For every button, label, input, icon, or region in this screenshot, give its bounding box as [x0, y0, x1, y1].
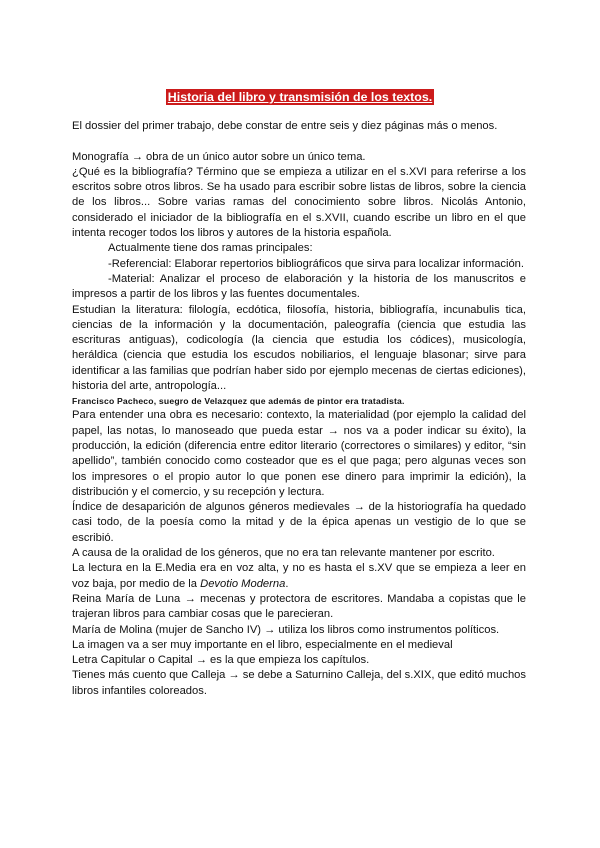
paragraph-ramas: Actualmente tiene dos ramas principales:: [108, 242, 313, 255]
paragraph-oralidad: A causa de la oralidad de los géneros, que no era tan relevante mantener por escrito.: [72, 547, 495, 560]
paragraph-maria-luna: Reina María de Luna → mecenas y protectora de escritores. Mandaba a copistas que le trajeran libros para cambiar cosas que le parecieran.: [72, 592, 526, 621]
devotio-moderna-text: Devotio Moderna: [200, 577, 286, 590]
document-title: Historia del libro y transmisión de los textos.: [167, 90, 433, 104]
paragraph-estudian: Estudian la literatura: filología, ecdótica, filosofía, historia, bibliografía, incunabulis tica, ciencias de la información y la documentación, paleografía (ciencia que estudia las escrituras antiguas), codicología (la ciencia que estudia los códices), musicología, heráldica (ciencia que estudia los escudos nobiliarios, el lenguaje blasonar; sirve para identificar a las familias que podrían haber sido por ejemplo mecenas de ciertas ediciones), historia del arte, antropología...: [72, 303, 526, 393]
paragraph-entender-obra: Para entender una obra es necesario: contexto, la materialidad (por ejemplo la calidad del papel, las notas, lo manoseado que pueda estar → nos va a poder indicar su éxito), la producción, la edición (diferencia entre editor literario (correctores o similares) y editor, “sin apellido”, también conocido como costeador que es el que paga; pero algunas veces son los impresores o el propio autor lo que ponen ese dinero para imprimir la edición), la distribución y el comercio, y su recepción y lectura.: [72, 409, 526, 498]
paragraph-lectura: [72, 561, 526, 592]
paragraph-referencial: -Referencial: Elaborar repertorios bibliográficos que sirva para localizar información.: [108, 257, 524, 270]
paragraph-imagen: La imagen va a ser muy importante en el libro, especialmente en el medieval: [72, 638, 453, 651]
lectura-text: La lectura en la E.Media era en voz alta, y no es hasta el s.XV que se empieza a leer en voz baja, por medio de la: [72, 562, 526, 590]
paragraph-pacheco: Francisco Pacheco, suegro de Velazquez que además de pintor era tratadista.: [72, 396, 405, 407]
paragraph-monografia: Monografía → obra de un único autor sobre un único tema.: [72, 150, 366, 163]
paragraph-bibliografia: ¿Qué es la bibliografía? Término que se empieza a utilizar en el s.XVI para referirse a los escritos sobre otros libros. Se ha usado para escribir sobre listas de libros, sobre la ciencia de los libros... Sobre varias ramas del conocimiento sobre libros. Nicolás Antonio, considerado el iniciador de la bibliografía en el s.XVII, cuando escribe un libro en el que intenta recoger todos los libros y autores de la historia española.: [72, 165, 526, 240]
paragraph-letra-capitular: Letra Capitular o Capital → es la que empieza los capítulos.: [72, 654, 370, 667]
document-body: [72, 119, 526, 699]
document-title-line: [0, 72, 600, 109]
paragraph-calleja: Tienes más cuento que Calleja → se debe a Saturnino Calleja, del s.XIX, que editó muchos libros infantiles coloreados.: [72, 669, 526, 697]
paragraph-maria-molina: María de Molina (mujer de Sancho IV) → utiliza los libros como instrumentos políticos.: [72, 623, 500, 636]
paragraph-dossier: El dossier del primer trabajo, debe constar de entre seis y diez páginas más o menos.: [72, 120, 498, 132]
paragraph-material: -Material: Analizar el proceso de elaboración y la historia de los manuscritos e impresos a partir de los libros y las fuentes documentales.: [72, 272, 526, 301]
paragraph-indice: Índice de desaparición de algunos géneros medievales → de la historiografía ha quedado casi todo, de la poesía como la mitad y de la épica apenas un vestigio de lo que se escribió.: [72, 501, 526, 544]
lectura-period: .: [285, 577, 289, 590]
